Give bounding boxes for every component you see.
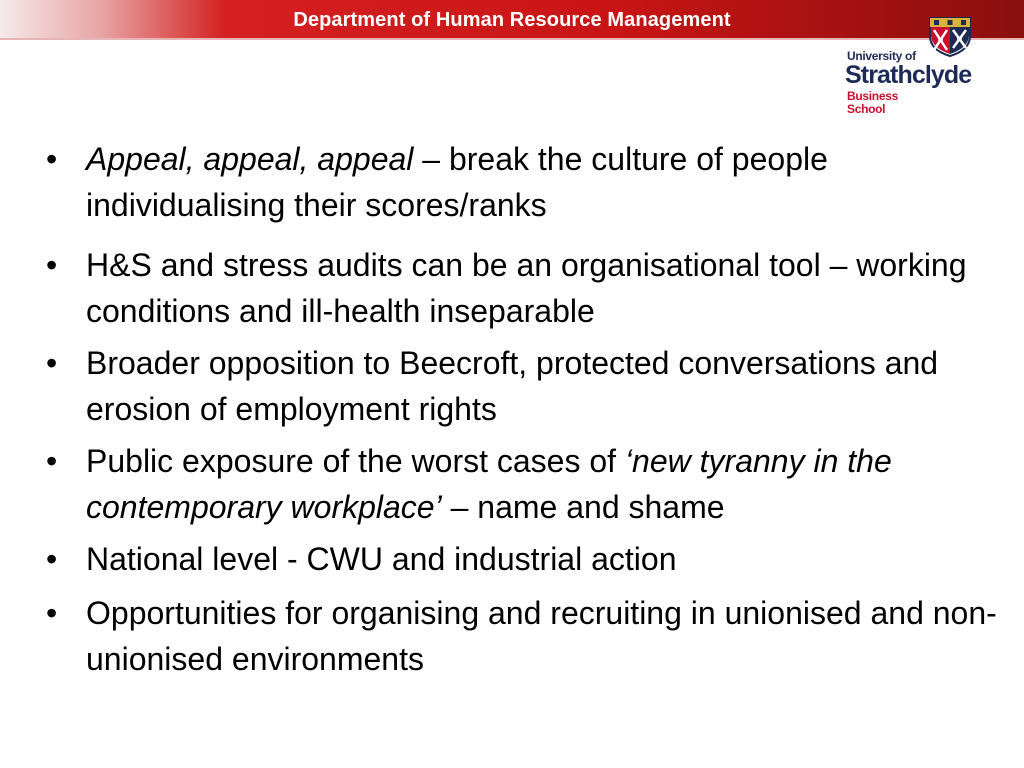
bullet-text-pre: Public exposure of the worst cases of xyxy=(86,443,625,479)
bullet-text: – break the culture of people individualising their scores/ranks xyxy=(86,141,828,223)
bullet-item-public-exposure xyxy=(44,438,1004,530)
university-logo xyxy=(845,8,1005,118)
logo-school: School xyxy=(847,102,886,116)
bullet-emphasis: ‘new tyranny in the contemporary workplace’ xyxy=(86,443,892,525)
bullet-item-opportunities xyxy=(44,590,1004,682)
bullet-text: H&S and stress audits can be an organisational tool – working conditions and ill-health inseparable xyxy=(86,247,967,329)
bullet-item-hs-audits xyxy=(44,242,1004,334)
bullet-text-post: – name and shame xyxy=(441,489,725,525)
bullet-list xyxy=(44,136,1004,682)
logo-business: Business xyxy=(847,89,898,103)
logo-strathclyde: Strathclyde xyxy=(845,61,972,89)
bullet-item-appeal xyxy=(44,136,1004,228)
bullet-emphasis: Appeal, appeal, appeal xyxy=(86,141,414,177)
university-crest-icon xyxy=(926,10,974,58)
logo-business-school xyxy=(847,90,898,116)
bullet-text: Opportunities for organising and recruiting in unionised and non-unionised environments xyxy=(86,595,997,677)
department-title: Department of Human Resource Management xyxy=(293,9,731,31)
bullet-item-national-level xyxy=(44,536,1004,582)
bullet-text: Broader opposition to Beecroft, protected conversations and erosion of employment rights xyxy=(86,345,939,427)
bullet-text: National level - CWU and industrial action xyxy=(86,541,677,577)
bullet-item-broader-opposition xyxy=(44,340,1004,432)
logo-university-of: University of xyxy=(847,49,916,63)
